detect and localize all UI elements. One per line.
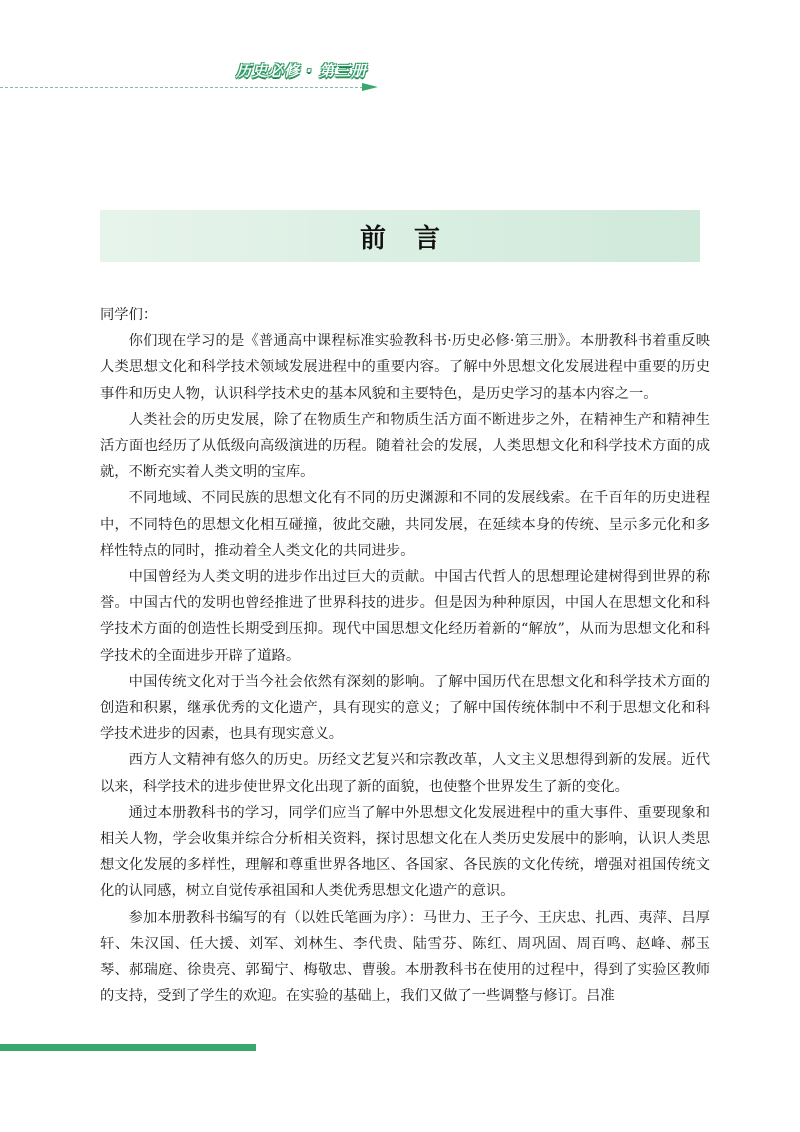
- paragraph: 你们现在学习的是《普通高中课程标准实验教科书·历史必修·第三册》。本册教科书着重反映人类思想文化和科学技术领域发展进程中的重要内容。了解中外思想文化发展进程中重要的历史事件和历史人物，认识科学技术史的基本风貌和主要特色，是历史学习的基本内容之一。: [100, 333, 710, 402]
- paragraph: 人类社会的历史发展，除了在物质生产和物质生活方面不断进步之外，在精神生产和精神生活方面也经历了从低级向高级演进的历程。随着社会的发展，人类思想文化和科学技术方面的成就，不断充实着人类文明的宝库。: [100, 411, 710, 481]
- paragraph: 通过本册教科书的学习，同学们应当了解中外思想文化发展进程中的重大事件、重要现象和相关人物，学会收集并综合分析相关资料，探讨思想文化在人类历史发展中的影响，认识人类思想文化发展的多样性，理解和尊重世界各地区、各国家、各民族的文化传统，增强对祖国传统文化的认同感，树立自觉传承祖国和人类优秀思想文化遗产的意识。: [100, 804, 710, 900]
- header-arrow-icon: [362, 83, 378, 91]
- header-dashed-rule: [0, 87, 368, 88]
- paragraph: 中国传统文化对于当今社会依然有深刻的影响。了解中国历代在思想文化和科学技术方面的创造和积累，继承优秀的文化遗产，具有现实的意义；了解中国传统体制中不利于思想文化和科学技术进步的因素，也具有现实意义。: [100, 673, 710, 743]
- preface-body: [100, 302, 710, 1009]
- paragraph: 西方人文精神有悠久的历史。历经文艺复兴和宗教改革，人文主义思想得到新的发展。近代以来，科学技术的进步使世界文化出现了新的面貌，也使整个世界发生了新的变化。: [100, 752, 710, 795]
- paragraph: 参加本册教科书编写的有（以姓氏笔画为序）：马世力、王子今、王庆忠、扎西、夷萍、吕厚轩、朱汉国、任大援、刘军、刘林生、李代贵、陆雪芬、陈红、周巩固、周百鸣、赵峰、郝玉琴、郝瑞庭、徐贵亮、郭蜀宁、梅敬忠、曹骏。本册教科书在使用的过程中，得到了实验区教师的支持，受到了学生的欢迎。在实验的基础上，我们又做了一些调整与修订。吕准: [100, 909, 710, 1005]
- salutation: 同学们：: [100, 307, 158, 323]
- paragraph: 不同地域、不同民族的思想文化有不同的历史渊源和不同的发展线索。在千百年的历史进程中，不同特色的思想文化相互碰撞，彼此交融，共同发展，在延续本身的传统、呈示多元化和多样性特点的同时，推动着全人类文化的共同进步。: [100, 490, 710, 559]
- footer-accent-bar: [0, 1044, 256, 1051]
- preface-title: 前言: [359, 223, 468, 254]
- preface-banner: [100, 210, 700, 262]
- paragraph: 中国曾经为人类文明的进步作出过巨大的贡献。中国古代哲人的思想理论建树得到世界的称誉。中国古代的发明也曾经推进了世界科技的进步。但是因为种种原因，中国人在思想文化和科学技术方面的创造性长期受到压抑。现代中国思想文化经历着新的“解放”，从而为思想文化和科学技术的全面进步开辟了道路。: [100, 569, 710, 664]
- header-book-title: 历史必修 · 第三册: [236, 62, 368, 80]
